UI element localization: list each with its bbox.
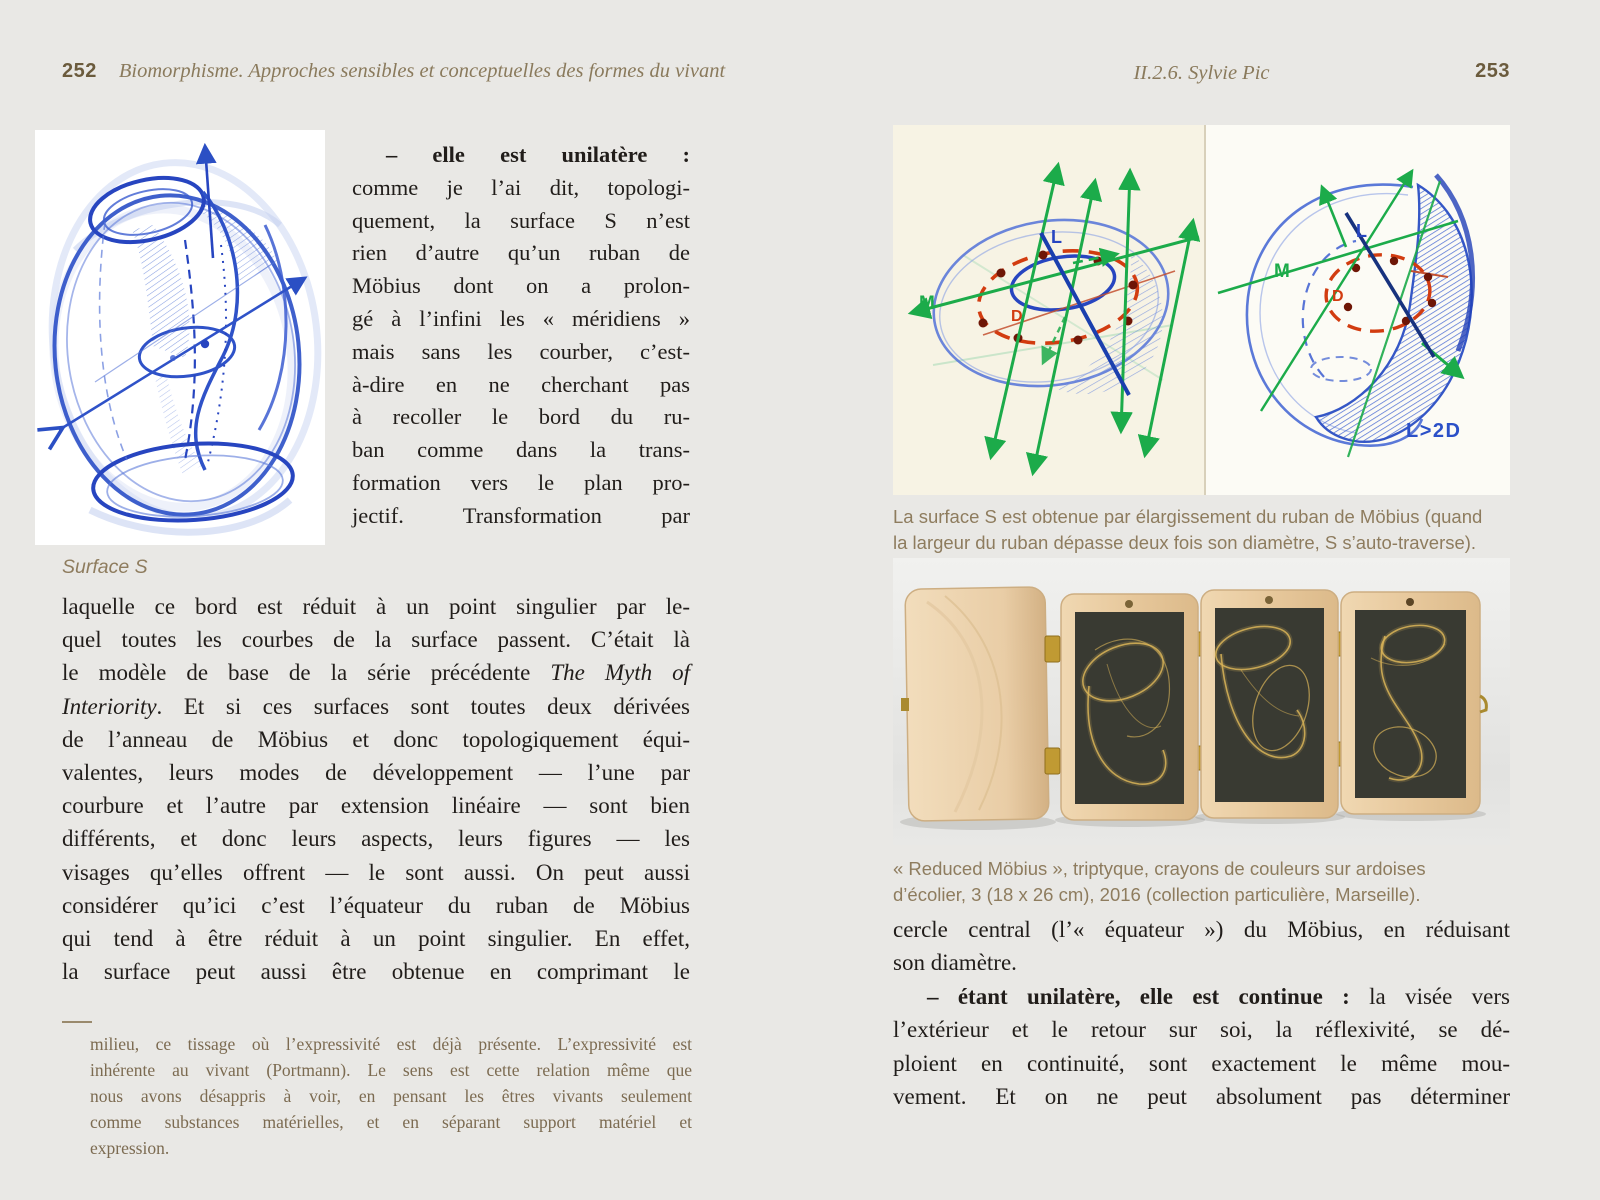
running-head-left [62, 60, 725, 83]
label-l2d: L>2D [1406, 420, 1462, 442]
surface-s-drawing [35, 130, 325, 545]
figure-mobius-right-panel [1206, 125, 1510, 495]
paragraph-main-right: cercle central (l’« équateur ») du Möbius, en réduisant son diamètre. – étant unilatère, elle est continue : la visée vers l’extérieur et le retour sur soi, la réflexivité, se dé- ploient en continuité, sont exactement le même mou- vement. Et on ne peut absolument pas déterminer [893, 917, 1510, 1110]
label-l-left: L [1051, 227, 1062, 247]
label-d-left: D [1011, 308, 1023, 325]
figure-reduced-mobius-photo [893, 558, 1510, 845]
footnote-text: milieu, ce tissage où l’expressivité est déjà présente. L’expressivité est inhérente au vivant (Portmann). Le sens est cette relation même que nous avons désappris à voir, en pensant les êtres vivants seulement comme substances matérielles, et en séparant support matériel et expression. [90, 1034, 692, 1158]
figure-surface-s-sketch [35, 130, 325, 545]
page-number-left: 252 [62, 60, 97, 82]
triptych-slate-2 [1201, 590, 1338, 818]
label-l-right: L [1356, 221, 1367, 241]
label-m-left: M [919, 293, 935, 314]
caption-surface-s: Surface S [62, 556, 148, 578]
label-d-right: D [1332, 288, 1344, 305]
label-m-right: M [1274, 261, 1290, 282]
paragraph-unilatere: – elle est unilatère : comme je l’ai dit, topologi- quement, la surface S n’est rien d’autre qu’un ruban de Möbius dont on a prolon- gé à l’infini les « méridiens » mais sans les courber, c’est- à-dire en ne cherchant pas à recoller le bord du ru- ban comme dans la trans- formation vers le plan pro- jectif. Transformation par [352, 142, 690, 528]
triptych-cover-panel [901, 587, 1049, 821]
caption-figure-mobius: La surface S est obtenue par élargissement du ruban de Möbius (quand la largeur du ruban dépasse deux fois son diamètre, S s’auto-traverse). [893, 506, 1483, 553]
triptych-slate-1 [1061, 594, 1198, 820]
mobius-ring-diagram [893, 125, 1204, 495]
paragraph-main-left: laquelle ce bord est réduit à un point singulier par le- quel toutes les courbes de la surface passent. C’était là le modèle de base de la série précédente The Myth of Interiority. Et si ces surfaces sont toutes deux dérivées de l’anneau de Möbius et donc topologiquement équi- valentes, leurs modes de développement — l’une par courbure et l’autre par extension linéaire — sont bien différents, et donc leurs aspects, leurs figures — les visages qu’elles offrent — le sont aussi. On peut aussi considérer qu’ici c’est l’équateur du ruban de Möbius qui tend à être réduit à un point singulier. En effet, la surface peut aussi être obtenue en comprimant le [62, 594, 690, 985]
page-number-right: 253 [1475, 60, 1510, 82]
mobius-self-traverse-diagram [1206, 125, 1510, 495]
running-title-left: Biomorphisme. Approches sensibles et conceptuelles des formes du vivant [118, 60, 726, 82]
triptych-photo [893, 558, 1510, 845]
caption-reduced-mobius: « Reduced Möbius », triptyque, crayons de couleurs sur ardoises d’écolier, 3 (18 x 26 cm), 2016 (collection particulière, Marseille). [893, 858, 1426, 905]
footnote-rule [62, 1021, 92, 1023]
figure-mobius-diagrams [893, 125, 1510, 495]
figure-mobius-left-panel [893, 125, 1204, 495]
triptych-slate-3 [1341, 592, 1486, 814]
running-title-right: II.2.6. Sylvie Pic [1133, 62, 1270, 84]
